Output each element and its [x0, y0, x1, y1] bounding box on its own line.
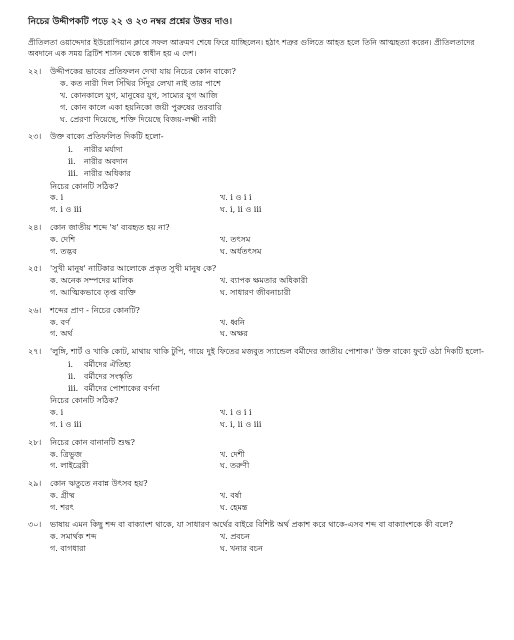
- option: গ. অর্থ: [50, 329, 73, 339]
- question-30: [28, 520, 486, 554]
- statement: i. বর্মীদের ঐতিহ্য: [68, 359, 131, 369]
- question-number: ২৫।: [28, 264, 42, 274]
- option: খ. কোনকালে যুগ, মানুষের যুগ, সাম্যের যুগ আজি: [60, 90, 218, 100]
- statement: iii. নারীর অধিকার: [68, 168, 131, 178]
- option: খ. ব্যাপক ক্ষমতার অধিকারী: [220, 276, 308, 286]
- option: গ. বাগধারা: [50, 544, 86, 554]
- statement-list: [68, 145, 486, 179]
- option: গ. শরৎ: [50, 502, 74, 512]
- option: ক. কত নারী দিল সিঁথির সিঁদুর লেখা নাই তার পাশে: [60, 79, 221, 89]
- statement: ii. নারীর অবদান: [68, 156, 128, 166]
- question-number: ২২।: [28, 67, 42, 77]
- question-text: 'লুঙ্গি, শার্ট ও খাকি কোট, মাথায় খাকি টুপি, গায়ে দুই ফিতের মজবুত স্যান্ডেল বর্মীদের জাতীয় পোশাক।' উক্ত বাক্যে ফুটে ওঠা দিকটি হলো-: [50, 347, 484, 357]
- option: খ. প্রবচন: [220, 532, 250, 542]
- question-text: শব্দের প্রাণ - নিচের কোনটি?: [50, 305, 140, 315]
- question-29: [28, 479, 486, 513]
- question-text: কোন ঋতুতে নবান্ন উৎসব হয়?: [50, 479, 148, 489]
- question-27: [28, 347, 486, 431]
- option: গ. i ও iii: [50, 205, 82, 215]
- option: খ. দেশী: [220, 449, 245, 459]
- statement: iii. বর্মীদের পোশাকের বর্ণনা: [68, 383, 160, 393]
- question-number: ২৮।: [28, 437, 42, 447]
- option: ঘ. খনার বচন: [220, 544, 263, 554]
- option: ক. গ্রীষ্ম: [50, 490, 75, 500]
- statement: i. নারীর মর্যাদা: [68, 145, 123, 155]
- option: খ. i ও i i: [220, 408, 252, 418]
- statement: ii. বর্মীদের সংস্কৃতি: [68, 371, 133, 381]
- option: খ. i ও i i: [220, 193, 252, 203]
- question-text: উদ্দীপকের ভাবের প্রতিফলন দেখা যায় নিচের কোন বাক্যে?: [50, 67, 236, 77]
- option: ঘ. প্রেরণা দিয়েছে, শক্তি দিয়েছে বিজয়-লক্ষ্মী নারী: [60, 114, 217, 124]
- question-text: উক্ত বাক্যে প্রতিফলিত দিকটি হলো-: [50, 132, 164, 142]
- question-number: ২৯।: [28, 479, 42, 489]
- stimulus-passage: প্রীতিলতা ওয়াদ্দেদার ইউরোপিয়ান ক্লাবে সফল আক্রমণ শেষে ফিরে যাচ্ছিলেন। হঠাৎ শত্রুর গুলিতে আহত হলে তিনি আত্মহত্যা করেন। প্রীতিলতাদের অবদানে এক সময় ব্রিটিশ শাসন থেকে স্বাধীন হয় এ দেশ।: [28, 38, 475, 58]
- option: ঘ. অর্ধতৎসম: [220, 246, 262, 256]
- option: গ. আত্মিকভাবে তৃপ্ত ব্যক্তি: [50, 287, 136, 297]
- options-grid: [50, 193, 486, 216]
- option: খ. তৎসম: [220, 234, 251, 244]
- option: ঘ. i, ii ও iii: [220, 419, 262, 429]
- option: ক. i: [50, 193, 64, 203]
- instruction-heading: নিচের উদ্দীপকটি পড়ে ২২ ও ২৩ নম্বর প্রশ্নের উত্তর দাও।: [28, 17, 233, 27]
- question-text: 'সুখী মানুষ' নাটিকার আলোকে প্রকৃত সুখী মানুষ কে?: [50, 264, 217, 274]
- option: ক. দেশি: [50, 234, 76, 244]
- question-number: ২৪।: [28, 222, 42, 232]
- options-grid: [50, 276, 486, 299]
- option: গ. তদ্ভব: [50, 246, 77, 256]
- sub-question: নিচের কোনটি সঠিক?: [50, 396, 119, 406]
- options-grid: [50, 235, 486, 258]
- option: ক. অনেক সম্পদের মালিক: [50, 276, 134, 286]
- options-grid: [50, 532, 486, 555]
- option: ক. i: [50, 408, 64, 418]
- question-24: [28, 223, 486, 257]
- question-number: ২৬।: [28, 305, 42, 315]
- option: গ. কোন কালে একা হয়নিকো জয়ী পুরুষের তরবারি: [60, 102, 222, 112]
- options-grid: [50, 318, 486, 341]
- question-23: [28, 132, 486, 216]
- option: ক. সমার্থক শব্দ: [50, 532, 97, 542]
- options-list: [60, 79, 486, 125]
- option: ঘ. অক্ষর: [220, 329, 248, 339]
- options-grid: [50, 491, 486, 514]
- option: ক. বর্ণ: [50, 317, 70, 327]
- question-number: ২৩।: [28, 132, 42, 142]
- option: ঘ. i, ii ও iii: [220, 205, 262, 215]
- sub-question: নিচের কোনটি সঠিক?: [50, 181, 119, 191]
- question-text: ভাষায় এমন কিছু শব্দ বা বাক্যাংশ থাকে, যা সাধারণ অর্থের বাইরে বিশিষ্ট অর্থ প্রকাশ করে থাকে-এসব শব্দ বা বাক্যাংশকে কী বলে?: [50, 520, 453, 530]
- question-28: [28, 438, 486, 472]
- question-22: [28, 67, 486, 125]
- question-text: কোন জাতীয় শব্দে 'ষ' ব্যবহৃত হয় না?: [50, 222, 170, 232]
- question-text: নিচের কোন বানানটি শুদ্ধ?: [50, 437, 135, 447]
- option: গ. লাইব্রেরী: [50, 461, 89, 471]
- option: ঘ. সাধারণ জীবনাচারী: [220, 287, 291, 297]
- option: ক. ত্রিভুজ: [50, 449, 82, 459]
- question-number: ৩০।: [28, 520, 42, 530]
- option: ঘ. তরুণী: [220, 461, 250, 471]
- option: খ. ধ্বনি: [220, 317, 245, 327]
- statement-list: [68, 360, 486, 394]
- question-26: [28, 306, 486, 340]
- option: ঘ. হেমন্ত: [220, 502, 248, 512]
- question-25: [28, 264, 486, 298]
- options-grid: [50, 408, 486, 431]
- options-grid: [50, 450, 486, 473]
- option: গ. i ও iii: [50, 419, 82, 429]
- option: খ. বর্ষা: [220, 490, 242, 500]
- question-number: ২৭।: [28, 347, 42, 357]
